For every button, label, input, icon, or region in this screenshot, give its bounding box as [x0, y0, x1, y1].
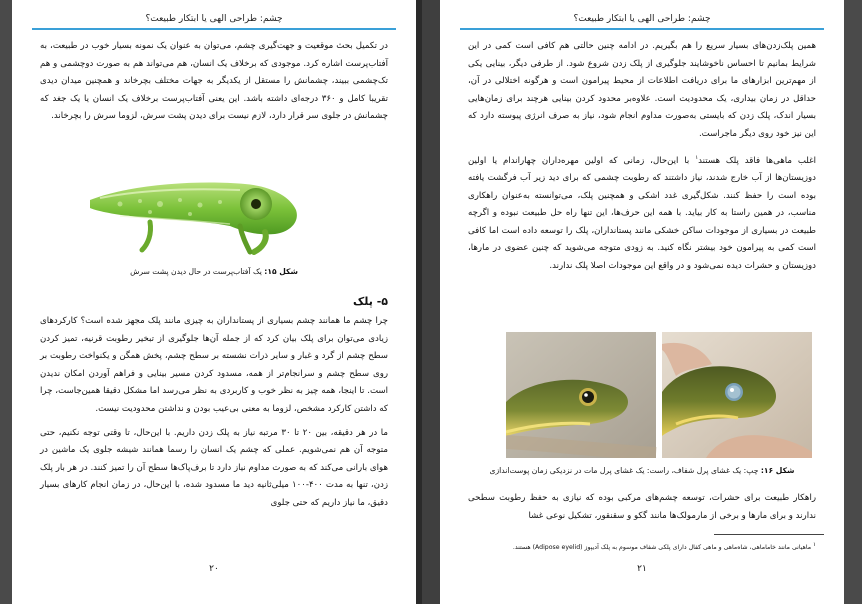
paragraph-text: همین پلک‌زدن‌های بسیار سریع را هم بگیریم. در ادامه چنین حالتی هم کافی است کمی در این شرایط بمانیم تا احساس ناخوشایند جلوگیری از پلک زدن شروع شود. از طرفی دیگر، بینایی یکی از مهم‌ترین ابزارهای ما برای دریافت اطلاعات از محیط پیرامون است و هرگونه اختلالی در آن، حداقل در زمان بیداری، یک محدودیت است. علاوه‌بر محدود کردن بینایی هرچند برای زمان‌هایی بسیار اندک، پلک زدن که بایستی به‌صورت مداوم انجام شود، نیاز به صرف انرژی پیوسته دارد که این نیز خود روی دیگر ماجراست.	[468, 41, 816, 139]
footnote	[468, 542, 816, 551]
page-gutter	[416, 0, 440, 604]
paragraph-text: ما در هر دقیقه، بین ۲۰ تا ۳۰ مرتبه نیاز به پلک زدن داریم. با این‌حال، تا وقتی توجه نکنیم، حتی متوجه آن هم نمی‌شویم. عملی که چشم یک انسان را رسما همانند شیشه جلوی یک ماشین در هوای بارانی می‌کند که به صورت مداوم نیاز دارد تا برف‌پاک‌ها سطح آن را تمیز کنند. در هر بار پلک زدن، تنها به مدت ۴۰۰-۱۰۰ میلی‌ثانیه دید ما مسدود شده، با این‌حال، در زمان انجام کارهای بسیار دقیق، ما نیاز داریم که حتی جلوی	[40, 427, 388, 508]
left-page	[12, 0, 416, 604]
snake-figure	[506, 332, 812, 458]
figure-caption	[40, 267, 388, 276]
section-title: ۵- پلک	[353, 295, 388, 308]
footnote-mark: ۱	[813, 542, 816, 548]
chameleon-figure	[90, 174, 300, 262]
paragraph	[40, 38, 388, 132]
paragraph-text: چرا چشم ما همانند چشم بسیاری از پستانداران به چیزی مانند پلک مجهز شده است؟ کارکردهای زیادی می‌توان برای پلک بیان کرد که از جمله آن‌ها جلوگیری از تبخیر رطوبت قرنیه، تمیز کردن سطح چشم از گرد و غبار و سایر ذرات نشسته بر سطح چشم، پخش همگن و یکنواخت رطوبت بر روی سطح چشم و سرانجام‌تر از همه، مسدود کردن مسیر بینایی و فراهم آوردن امکان ندیدن است. تا اینجا، همه چیز به نظر خوب و کاربردی به نظر می‌رسد اما مشکل دقیقا همین‌جاست، چرا که داشتن کارکرد مشخص، لزوما به معنی بی‌عیب بودن و نداشتن محدودیت نیست.	[40, 316, 388, 414]
running-head: چشم: طراحی الهی یا ابتکار طبیعت؟	[573, 14, 711, 24]
figure-caption-label: شکل ۱۵:	[264, 267, 298, 276]
figure-caption	[468, 466, 816, 475]
paragraph-text: اغلب ماهی‌ها فاقد پلک هستند	[698, 155, 817, 166]
paragraph	[468, 150, 816, 276]
paragraph	[40, 313, 388, 519]
page-number: ۲۰	[209, 564, 219, 574]
figure-caption-label: شکل ۱۶:	[760, 466, 795, 475]
page-number: ۲۱	[637, 564, 647, 574]
running-head: چشم: طراحی الهی یا ابتکار طبیعت؟	[145, 14, 283, 24]
paragraph-text: در تکمیل بحث موقعیت و جهت‌گیری چشم، می‌توان به عنوان یک نمونه بسیار خوب در طبیعت، به آفتاب‌پرست اشاره کرد. موجودی که برخلاف یک انسان، هم می‌تواند هم به صورت دوچشمی و هم تک‌چشمی ببیند، چشمانش را مستقل از یکدیگر به جهات مختلف بچرخاند و همچنین میدان دیدی تقریبا کامل و ۳۶۰ درجه‌ای داشته باشد. این یعنی آفتاب‌پرست برخلاف یک انسان یا یک جغد که چشمانش در جلوی سر قرار دارد، لازم نیست برای دیدن پشت سرش، لزوما سرش را بچرخاند.	[40, 41, 388, 122]
figure-caption-text: یک آفتاب‌پرست در حال دیدن پشت سرش	[130, 267, 262, 276]
footnote-text: ماهیانی مانند خاماماهی، شاه‌ماهی و ماهی کفال دارای پلکی شفاف موسوم به پلک آدیپوز (Adipose eyelid) هستند.	[512, 544, 812, 552]
footnote-rule	[714, 534, 824, 535]
figure-caption-text: چپ: یک غشای پرل شفاف، راست: یک غشای پرل مات در نزدیکی زمان پوست‌اندازی	[489, 466, 759, 475]
paragraph	[468, 490, 816, 531]
header-rule	[460, 28, 824, 30]
footnote-ref: ۱	[695, 154, 699, 161]
header-rule	[32, 28, 396, 30]
right-page	[440, 0, 844, 604]
paragraph	[468, 38, 816, 282]
paragraph-text: با این‌حال، زمانی که اولین مهره‌داران چهاراندام یا اولین دوزیستان‌ها از آب خارج شدند، نیاز داشتند که رطوبت چشمی که برای دید زیر آب فرگشت یافته بوده است را حفظ کنند. شکل‌گیری غدد اشکی و همچنین پلک، می‌توانسته به‌عنوان راهکاری مناسب، در همین راستا به کار بیاید. با همه این حرف‌ها، این تنها راه حل طبیعت نبوده و اگرچه طبیعت در بسیاری از موجودات ساکن خشکی مانند پستانداران، پلک را توسعه داده است اما کافی است کمی به پیرامون خود بیشتر نگاه کنید. به زودی متوجه می‌شوید که چنین عضوی در مارها، دوزیستان و حشرات دیده نمی‌شود و در واقع این موجودات اصلا پلک ندارند.	[468, 155, 816, 271]
paragraph-text: راهکار طبیعت برای حشرات، توسعه چشم‌های مرکبی بوده که نیازی به حفظ رطوبت سطحی ندارند و برای مارها و برخی از مارمولک‌ها مانند گکو و سقنقور، تشکیل نوعی غشا	[468, 493, 816, 521]
